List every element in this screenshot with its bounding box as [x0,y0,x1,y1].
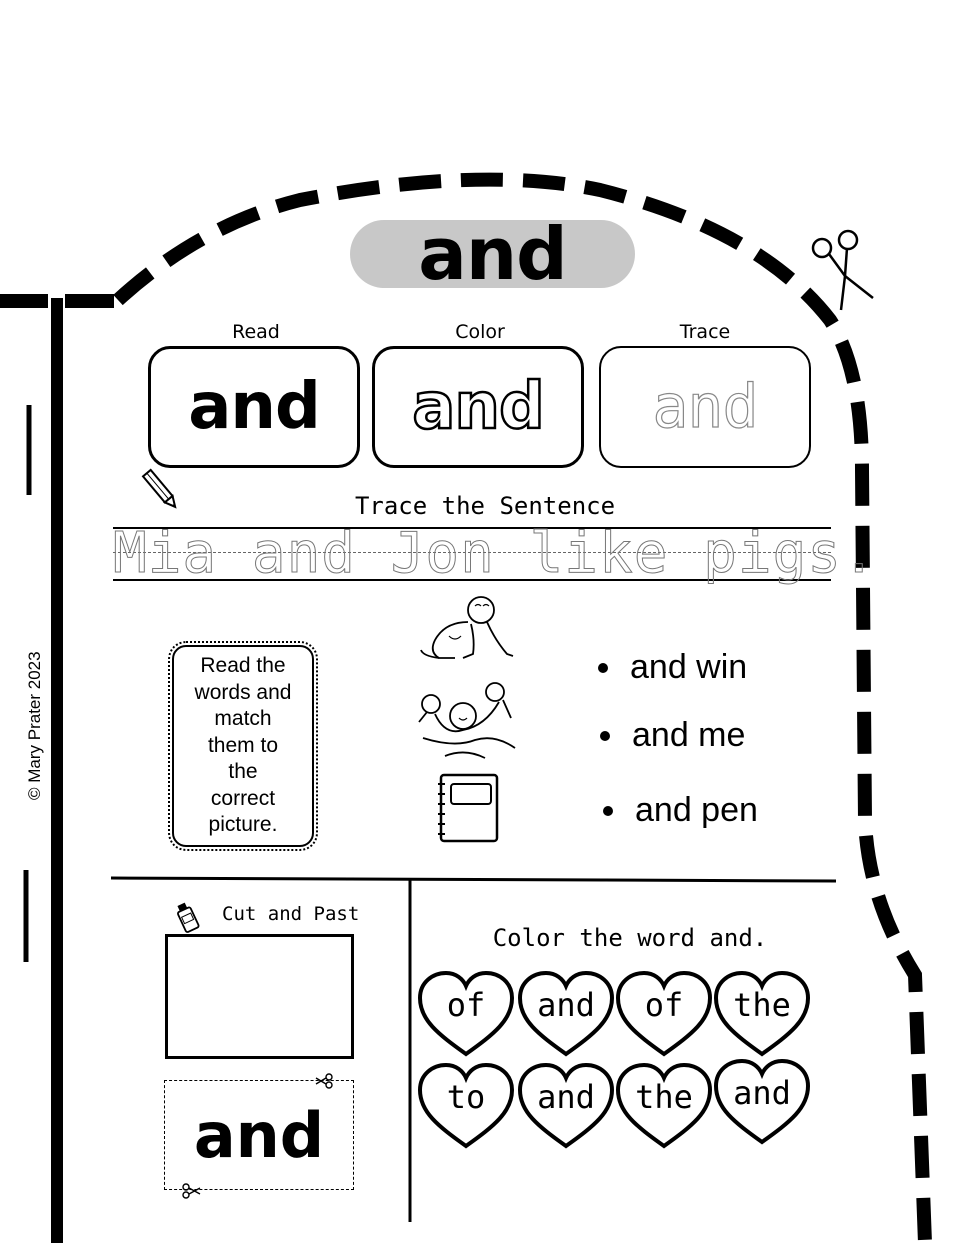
heart-word[interactable] [416,1062,516,1150]
bullet-icon [600,731,610,741]
match-item-label: and win [630,648,748,686]
color-word: and [412,370,544,444]
heart-label: to [446,1078,486,1116]
bullet-icon [603,806,613,816]
heart-word[interactable] [516,970,616,1058]
instruction-line: correct [210,786,276,810]
heart-word[interactable] [416,970,516,1058]
heart-label: and [733,1074,791,1112]
scissors-icon [805,228,879,314]
instruction-line: them to [207,733,279,757]
heart-label: the [635,1078,693,1116]
instruction-line: picture. [208,813,278,837]
kids-playing-picture[interactable] [415,678,521,764]
cut-out-word: and [193,1098,325,1172]
color-word-box[interactable] [372,346,584,468]
read-word: and [188,370,320,444]
title-word: and [350,220,635,288]
heart-word[interactable] [614,1062,714,1150]
glue-icon [172,899,202,935]
trace-word: and [652,372,758,442]
heart-word[interactable] [516,1062,616,1150]
instruction-line: match [214,707,272,731]
trace-word-box[interactable] [599,346,811,468]
heart-word[interactable] [712,970,812,1058]
heart-word[interactable] [712,1058,812,1146]
color-word-title: Color the word and. [492,924,768,952]
matching-instructions [172,645,314,847]
instruction-line: words and [194,680,292,704]
trace-label: Trace [679,321,731,343]
read-word-box [148,346,360,468]
color-label: Color [455,321,505,343]
scissors-icon [180,1183,202,1199]
match-item[interactable] [598,648,747,687]
heart-word[interactable] [614,970,714,1058]
heart-label: of [644,986,684,1024]
read-label: Read [232,321,280,343]
cut-out-word-box[interactable] [164,1080,354,1190]
heart-label: the [733,986,791,1024]
trace-sentence-text: Mia and Jon like pigs. [113,521,877,586]
notebook-picture[interactable] [435,772,501,844]
heart-label: and [537,1078,595,1116]
bullet-icon [598,663,608,673]
pencil-icon [141,466,181,514]
handwriting-lines[interactable] [113,521,877,586]
trace-sentence-title: Trace the Sentence [354,492,616,520]
match-item[interactable] [603,791,758,830]
match-item-label: and pen [635,791,758,829]
paste-box[interactable] [165,934,354,1059]
heart-label: and [537,986,595,1024]
cut-and-paste-label: Cut and Past [222,903,360,925]
scissors-icon [314,1073,336,1089]
instruction-line: Read the [200,654,286,678]
match-item[interactable] [600,716,745,755]
match-item-label: and me [632,716,746,754]
instruction-line: the [228,760,258,784]
copyright-text: © Mary Prater 2023 [25,651,44,800]
heart-label: of [446,986,486,1024]
baby-picture[interactable] [415,592,517,668]
